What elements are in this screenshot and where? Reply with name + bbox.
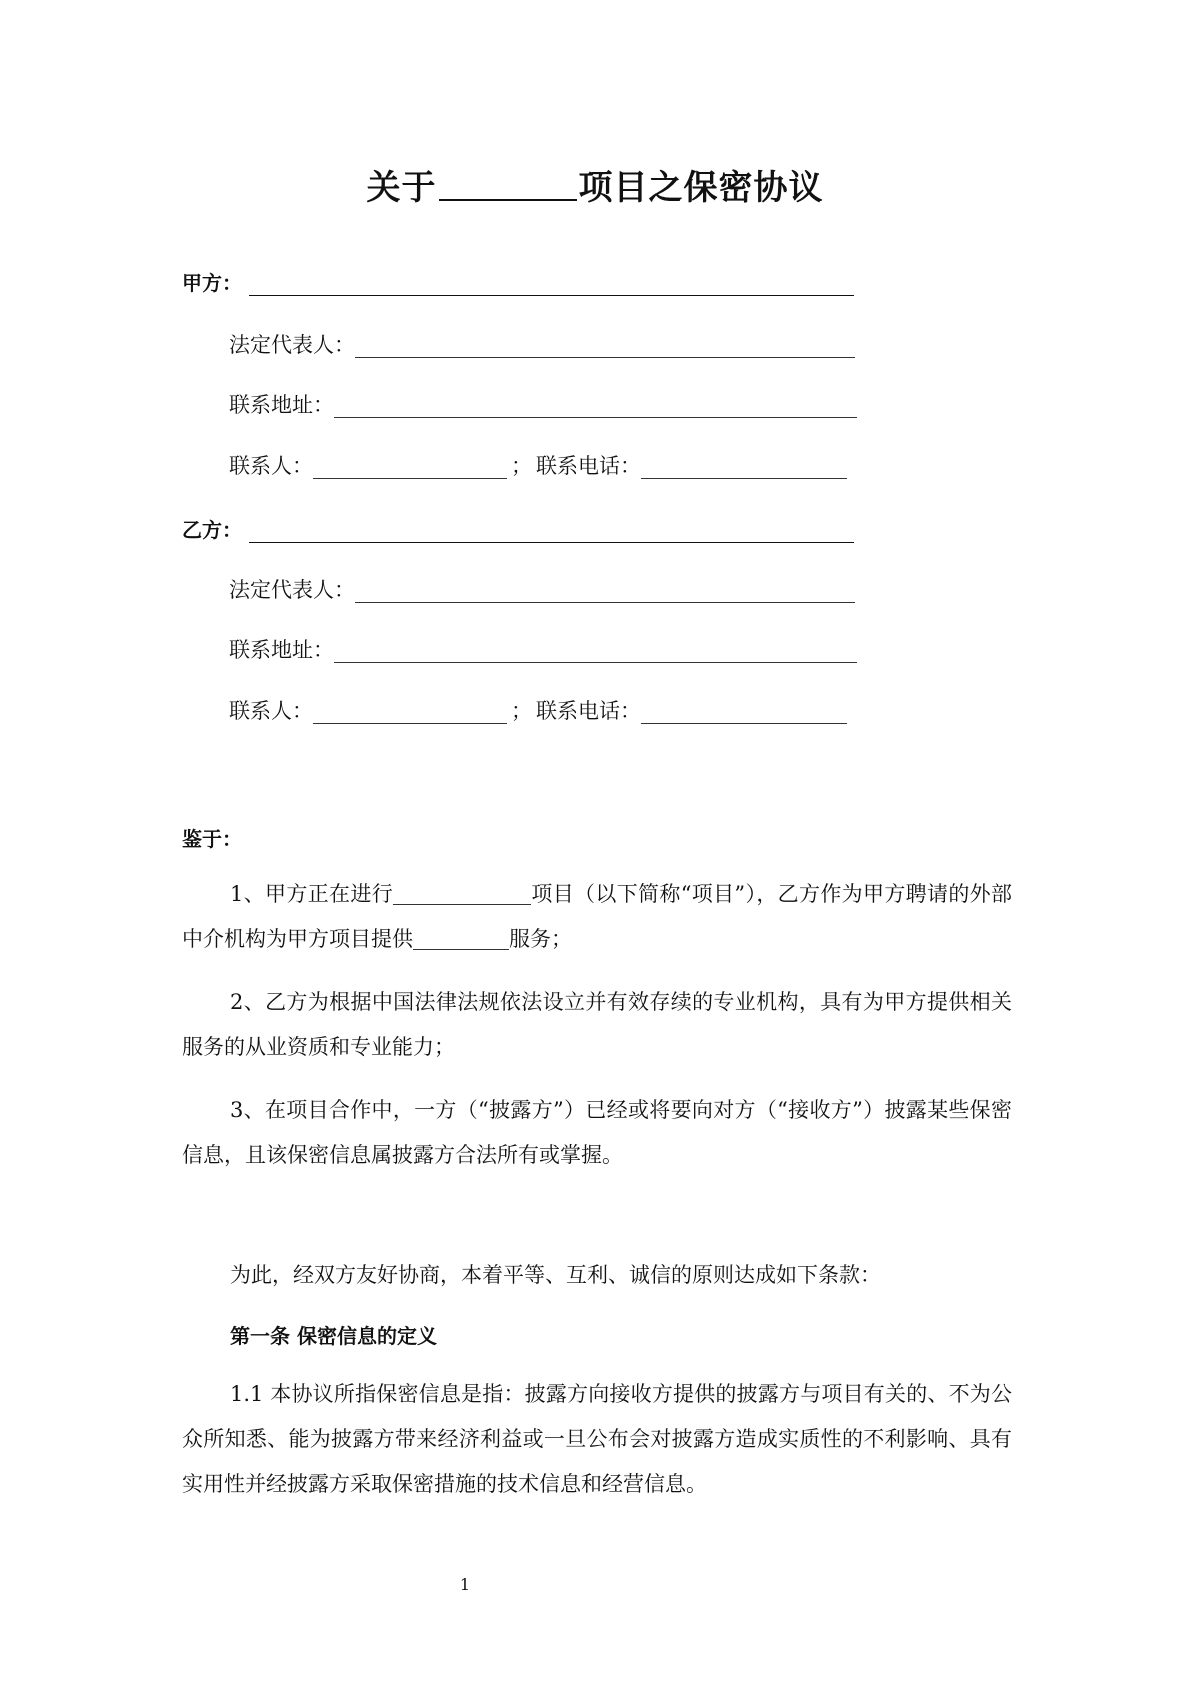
party-b-rep-label: 法定代表人： <box>229 578 355 602</box>
party-b-addr-blank[interactable] <box>334 636 857 663</box>
title-suffix: 项目之保密协议 <box>578 168 824 208</box>
service-blank[interactable] <box>413 925 509 950</box>
clause-1-part-c: 服务； <box>509 927 572 951</box>
party-a-name-blank[interactable] <box>249 269 854 296</box>
party-b-phone-blank[interactable] <box>641 697 847 724</box>
party-b-row <box>182 515 854 545</box>
party-b-addr-row <box>229 635 857 665</box>
article-1-clause-1: 1.1 本协议所指保密信息是指：披露方向接收方提供的披露方与项目有关的、不为公众所知悉、能为披露方带来经济利益或一旦公布会对披露方造成实质性的不利影响、具有实用性并经披露方采取保密措施的技术信息和经营信息。 <box>182 1382 1012 1496</box>
party-a-sep: ； <box>511 454 532 478</box>
title-prefix: 关于 <box>366 168 437 208</box>
party-b-sep: ； <box>511 699 532 723</box>
party-a-phone-blank[interactable] <box>641 452 847 479</box>
clause-1-part-a: 1、甲方正在进行 <box>230 882 394 906</box>
party-a-contact-row <box>229 451 847 481</box>
party-b-name-blank[interactable] <box>249 516 854 543</box>
party-b-contact-blank[interactable] <box>313 697 507 724</box>
page-number: 1 <box>459 1575 471 1594</box>
clause-1-part-b: 项目（以下简称“项目”），乙方作为甲方聘请的外部中介机构为甲方项目提供 <box>182 882 1012 951</box>
agreement-intro: 为此，经双方友好协商，本着平等、互利、诚信的原则达成如下条款： <box>230 1263 881 1287</box>
party-a-addr-row <box>229 390 857 420</box>
party-a-rep-row <box>229 330 855 360</box>
title-blank[interactable] <box>439 169 577 201</box>
party-a-addr-label: 联系地址： <box>229 393 334 417</box>
whereas-clause-2: 2、乙方为根据中国法律法规依法设立并有效存续的专业机构，具有为甲方提供相关服务的从业资质和专业能力； <box>182 990 1012 1059</box>
party-b-phone-label: 联系电话： <box>536 699 641 723</box>
party-a-contact-label: 联系人： <box>229 454 313 478</box>
article-1-heading: 第一条 保密信息的定义 <box>230 1324 437 1348</box>
party-b-addr-label: 联系地址： <box>229 638 334 662</box>
project-name-blank[interactable] <box>393 880 531 905</box>
whereas-clause-3: 3、在项目合作中，一方（“披露方”）已经或将要向对方（“接收方”）披露某些保密信息，且该保密信息属披露方合法所有或掌握。 <box>182 1098 1012 1167</box>
whereas-heading: 鉴于： <box>182 827 242 851</box>
party-a-rep-blank[interactable] <box>355 331 855 358</box>
party-a-row <box>182 268 854 298</box>
party-a-label: 甲方： <box>182 271 242 295</box>
party-b-label: 乙方： <box>182 518 242 542</box>
party-a-phone-label: 联系电话： <box>536 454 641 478</box>
document-title <box>0 160 1190 209</box>
whereas-clause-1 <box>182 872 1012 962</box>
party-a-contact-blank[interactable] <box>313 452 507 479</box>
party-b-contact-label: 联系人： <box>229 699 313 723</box>
party-a-addr-blank[interactable] <box>334 391 857 418</box>
party-b-rep-blank[interactable] <box>355 576 855 603</box>
party-b-rep-row <box>229 575 855 605</box>
party-b-contact-row <box>229 696 847 726</box>
party-a-rep-label: 法定代表人： <box>229 333 355 357</box>
